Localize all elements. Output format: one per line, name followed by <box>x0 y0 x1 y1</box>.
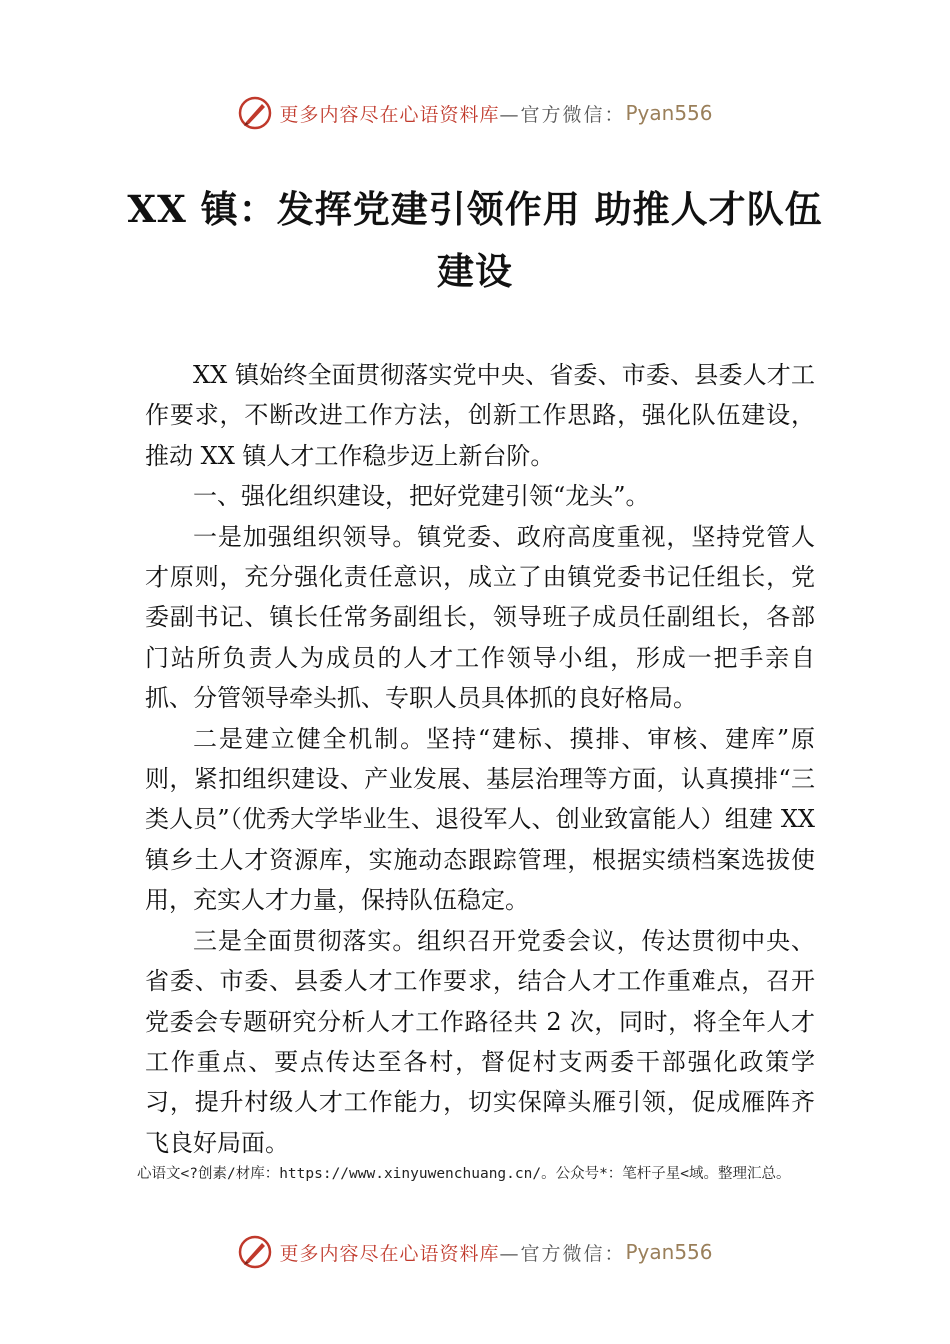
document-body <box>145 355 815 1163</box>
paragraph-point-1: 一是加强组织领导。镇党委、政府高度重视，坚持党管人才原则，充分强化责任意识，成立了由镇党委书记任组长，党委副书记、镇长任常务副组长，领导班子成员任副组长，各部门站所负责人为成员的人才工作领导小组，形成一把手亲自抓、分管领导牵头抓、专职人员具体抓的良好格局。 <box>145 522 815 713</box>
pen-logo-icon <box>237 1234 273 1270</box>
banner-wechat-label: —官方微信： <box>499 103 626 126</box>
pen-logo-icon <box>237 95 273 131</box>
document-title <box>120 178 830 302</box>
source-footnote: 心语文<?创素/材库：https://www.xinyuwenchuang.cn/。公众号*：笔杆子星<域。整理汇总。 <box>137 1166 791 1182</box>
paragraph-section-heading: 一、强化组织建设，把好党建引领“龙头”。 <box>193 482 650 511</box>
header-banner <box>0 93 950 133</box>
banner-brand-text: 更多内容尽在心语资料库 <box>279 1242 500 1265</box>
paragraph-point-2: 二是建立健全机制。坚持“建标、摸排、审核、建库”原则，紧扣组织建设、产业发展、基层治理等方面，认真摸排“三类人员”（优秀大学毕业生、退役军人、创业致富能人）组建 XX 镇乡土人才资源库，实施动态跟踪管理，根据实绩档案选拔使用，充实人才力量，保持队伍稳定。 <box>145 724 815 915</box>
title-line-2: 建设 <box>437 249 513 293</box>
banner-wechat-label: —官方微信： <box>499 1242 626 1265</box>
title-line-1: XX 镇：发挥党建引领作用 助推人才队伍 <box>127 187 823 231</box>
footer-banner <box>0 1232 950 1272</box>
banner-wechat-id: Pyan556 <box>625 101 713 125</box>
banner-wechat-id: Pyan556 <box>625 1240 713 1264</box>
paragraph-intro: XX 镇始终全面贯彻落实党中央、省委、市委、县委人才工作要求，不断改进工作方法，创新工作思路，强化队伍建设，推动 XX 镇人才工作稳步迈上新台阶。 <box>145 361 815 470</box>
banner-brand-text: 更多内容尽在心语资料库 <box>279 103 500 126</box>
paragraph-point-3: 三是全面贯彻落实。组织召开党委会议，传达贯彻中央、省委、市委、县委人才工作要求，结合人才工作重难点，召开党委会专题研究分析人才工作路径共 2 次，同时，将全年人才工作重点、要点传达至各村，督促村支两委干部强化政策学习，提升村级人才工作能力，切实保障头雁引领，促成雁阵齐飞良好局面。 <box>145 926 815 1157</box>
